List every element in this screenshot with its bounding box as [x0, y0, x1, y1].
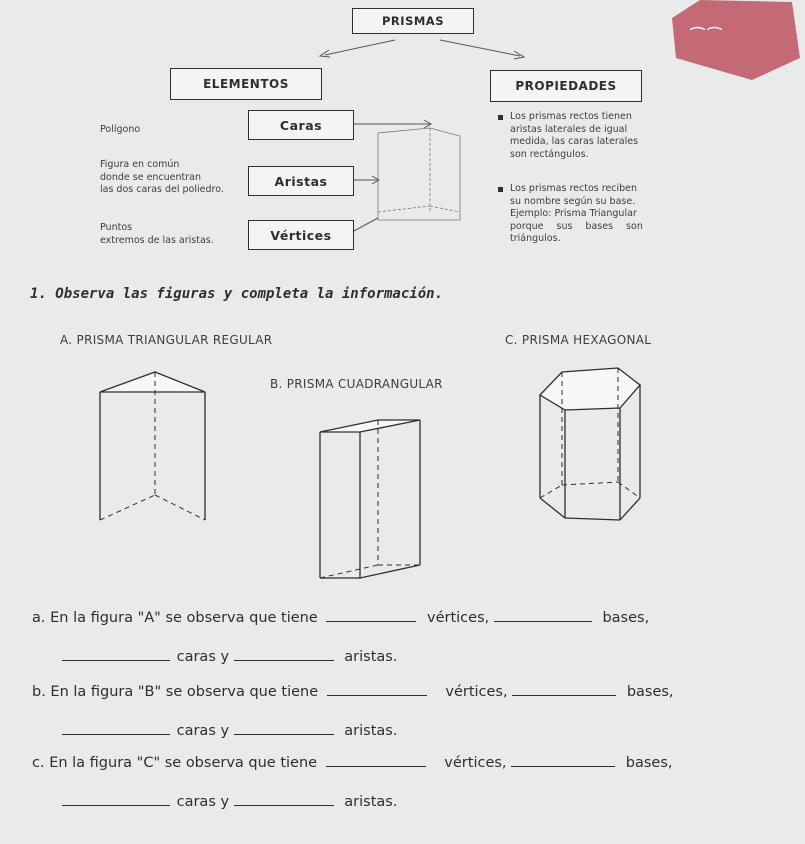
smiley-eyes-icon: ⌒⌒	[690, 26, 725, 44]
edges-definition-line: donde se encuentran	[100, 171, 202, 183]
question-b-line-2	[62, 722, 397, 739]
figure-c-label: C. PRISMA HEXAGONAL	[505, 333, 652, 347]
vertices-word: vértices,	[445, 684, 508, 700]
question-c	[32, 754, 792, 771]
question-b	[32, 683, 792, 700]
edges-word: aristas.	[344, 649, 398, 665]
vertices-definition	[100, 222, 214, 247]
answer-blank-vertices[interactable]	[327, 683, 427, 696]
edges-definition	[100, 159, 224, 197]
figure-a-label: A. PRISMA TRIANGULAR REGULAR	[60, 333, 273, 347]
figure-a-triangular-prism	[100, 372, 205, 520]
edges-box: Aristas	[248, 166, 354, 196]
property-line: son rectángulos.	[510, 148, 589, 160]
question-prefix: c. En la figura "C" se observa que tiene	[32, 755, 318, 771]
question-prefix: b. En la figura "B" se observa que tiene	[32, 684, 319, 700]
property-line: su nombre según su base.	[510, 195, 636, 207]
answer-blank-vertices[interactable]	[326, 609, 416, 622]
bases-word: bases,	[625, 755, 673, 771]
answer-blank-bases[interactable]	[512, 683, 616, 696]
edges-definition-line: Figura en común	[100, 159, 180, 170]
question-c-line-2	[62, 793, 397, 810]
question-a-line-2	[62, 648, 397, 665]
answer-blank-vertices[interactable]	[326, 754, 426, 767]
property-line: medida, las caras laterales	[510, 136, 639, 147]
faces-word: caras y	[176, 794, 230, 810]
edges-word: aristas.	[344, 723, 398, 739]
figure-b-rectangular-prism	[320, 420, 420, 578]
answer-blank-bases[interactable]	[494, 609, 592, 622]
faces-box: Caras	[248, 110, 354, 140]
title-box: PRISMAS	[352, 8, 474, 34]
faces-word: caras y	[176, 649, 230, 665]
exercise-instruction: 1. Observa las figuras y completa la información.	[30, 286, 444, 302]
question-a	[32, 609, 792, 626]
vertices-definition-line: extremos de las aristas.	[100, 234, 214, 246]
properties-box: PROPIEDADES	[490, 70, 642, 102]
bases-word: bases,	[602, 610, 650, 626]
property-1	[510, 111, 660, 161]
bullet-icon	[498, 115, 503, 120]
vertices-word: vértices,	[427, 610, 490, 626]
question-prefix: a. En la figura "A" se observa que tiene	[32, 610, 318, 626]
figure-c-hexagonal-prism	[540, 368, 640, 520]
bases-word: bases,	[626, 684, 674, 700]
elements-box: ELEMENTOS	[170, 68, 322, 100]
answer-blank-bases[interactable]	[511, 754, 615, 767]
property-line: porque sus bases son	[510, 220, 643, 232]
edges-word: aristas.	[344, 794, 398, 810]
bullet-icon	[498, 187, 503, 192]
property-line: triángulos.	[510, 233, 561, 244]
answer-blank-edges[interactable]	[234, 793, 334, 806]
answer-blank-faces[interactable]	[62, 648, 170, 661]
vertices-word: vértices,	[444, 755, 507, 771]
property-line: Ejemplo: Prisma Triangular	[510, 208, 637, 219]
vertices-box: Vértices	[248, 220, 354, 250]
answer-blank-edges[interactable]	[234, 648, 334, 661]
answer-blank-edges[interactable]	[234, 722, 334, 735]
property-line: aristas laterales de igual	[510, 123, 628, 135]
faces-definition: Polígono	[100, 124, 141, 135]
property-line: Los prismas rectos reciben	[510, 183, 638, 194]
answer-blank-faces[interactable]	[62, 722, 170, 735]
vertices-definition-line: Puntos	[100, 222, 133, 233]
faces-word: caras y	[176, 723, 230, 739]
property-line: Los prismas rectos tienen	[510, 111, 632, 122]
edges-definition-line: las dos caras del poliedro.	[100, 184, 224, 195]
property-2	[510, 183, 660, 246]
answer-blank-faces[interactable]	[62, 793, 170, 806]
figure-b-label: B. PRISMA CUADRANGULAR	[270, 377, 443, 391]
